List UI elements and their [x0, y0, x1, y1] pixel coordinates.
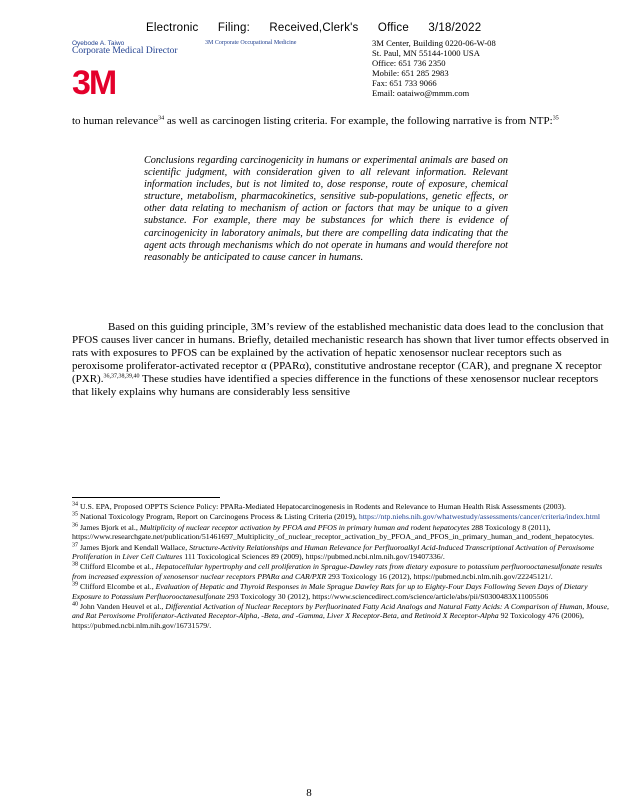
footnote-number: 34 — [72, 501, 78, 508]
address-line: 3M Center, Building 0220-06-W-08 — [372, 38, 496, 48]
body-paragraph — [72, 321, 612, 399]
filing-date: 3/18/2022 — [428, 22, 482, 34]
sender-title: Corporate Medical Director — [72, 46, 178, 56]
address-block — [372, 38, 496, 98]
filing-stamp — [146, 22, 497, 34]
phone-mobile: Mobile: 651 285 2983 — [372, 68, 449, 78]
footnote-ref: 35 — [552, 115, 559, 122]
footnote — [72, 562, 612, 581]
footnote — [72, 502, 612, 511]
footnote-citation: 293 Toxicology 16 (2012), https://pubmed.ncbi.nlm.nih.gov/22245121/. — [326, 571, 553, 581]
footnote-citation: 288 Toxicology 8 (2011), https://www.researchgate.net/publication/51461697_Multiplicity_of_nuclear_receptor_activation_by_PFOA_and_PFOS_in_primary_human_and_rodent_hepatocytes. — [72, 522, 594, 542]
logo-text: 3M — [72, 66, 116, 96]
footnote-number: 38 — [72, 561, 78, 568]
footnote-divider — [72, 497, 220, 498]
footnote-number: 35 — [72, 511, 78, 518]
filing-word-2: Filing: — [217, 22, 250, 34]
footnote-number: 39 — [72, 581, 78, 588]
footnote-number: 37 — [72, 542, 78, 549]
footnote-number: 40 — [72, 601, 78, 608]
footnote-text: Clifford Elcombe et al., — [78, 562, 156, 572]
footnote-link[interactable]: https://ntp.niehs.nih.gov/whatwestudy/assessments/cancer/criteria/index.html — [358, 512, 601, 522]
footnote — [72, 523, 612, 542]
footnote — [72, 582, 612, 601]
footnote-citation: 293 Toxicology 30 (2012), https://www.sciencedirect.com/science/article/abs/pii/S0300483X11005506 — [224, 591, 549, 601]
filing-word-4: Office — [377, 22, 409, 34]
intro-text-1: to human relevance — [72, 115, 159, 127]
footnote-text: John Vanden Heuvel et al., — [78, 602, 166, 612]
footnote-title: Structure-Activity Relationships and Human Relevance for Perfluoroalkyl Acid-Induced Transcriptional Activation of Peroxisome Proliferation in Liver Cell Cultures — [72, 542, 595, 562]
block-quote: Conclusions regarding carcinogenicity in humans or experimental animals are based on scientific judgment, with consideration given to all relevant information. Relevant information includes, but is not limited to, dose response, route of exposure, chemical structure, metabolism, pharmacokinetics, sensitive sub-populations, genetic effects, or other data relating to mechanism of action or factors that may be unique to a given substance. For example, there may be substances for which there is evidence of carcinogenicity in laboratory animals, but there are compelling data indicating that the agent acts through mechanisms which do not operate in humans and would therefore not reasonably be anticipated to cause cancer in humans. — [144, 155, 508, 263]
address-line: St. Paul, MN 55144-1000 USA — [372, 48, 480, 58]
footnote-title: Multiplicity of nuclear receptor activation by PFOA and PFOS in primary human and rodent hepatocytes — [139, 522, 470, 532]
sender-name: Oyebode A. Taiwo — [72, 40, 125, 47]
phone-office: Office: 651 736 2350 — [372, 58, 446, 68]
footnotes — [72, 502, 612, 631]
footnote-citation: 111 Toxicological Sciences 89 (2009), https://pubmed.ncbi.nlm.nih.gov/19407336/. — [182, 552, 445, 562]
intro-text-2: as well as carcinogen listing criteria. For example, the following narrative is from NTP: — [164, 115, 553, 127]
footnote-ref: 34 — [158, 115, 165, 122]
department-name: 3M Corporate Occupational Medicine — [205, 40, 297, 46]
footnote-text: National Toxicology Program, Report on Carcinogens Process & Listing Criteria (2019), — [78, 512, 359, 522]
intro-paragraph — [72, 115, 612, 128]
footnote-text: Clifford Elcombe et al., — [78, 582, 156, 592]
footnote — [72, 512, 612, 521]
page-number: 8 — [306, 787, 312, 799]
footnote-title: Differential Activation of Nuclear Receptors by Perfluorinated Fatty Acid Analogs and Natural Fatty Acids: A Comparison of Human, Mouse, and Rat Peroxisome Proliferator-Activated Receptor-Alpha, -Beta, and -Gamma, Liver X Receptor-Beta, and Retinoid X Receptor-Alpha — [72, 602, 610, 621]
fax: Fax: 651 733 9066 — [372, 78, 437, 88]
footnote-number: 36 — [72, 522, 78, 529]
email: Email: oataiwo@mmm.com — [372, 88, 470, 98]
footnote-text: U.S. EPA, Proposed OPPTS Science Policy: PPARa-Mediated Hepatocarcinogenesis in Rodents and Relevance to Human Health Risk Assessments (2003). — [78, 502, 566, 511]
footnote-title: Hepatocellular hypertrophy and cell proliferation in Sprague-Dawley rats from dietary exposure to potassium perfluorooctanesulfonate results from increased expression of xenosensor nuclear receptors PPARα and CAR/PXR — [72, 562, 603, 581]
body-text-1: Based on this guiding principle, 3M’s review of the established mechanistic data does lead to the conclusion that PFOS causes liver cancer in humans. Briefly, detailed mechanistic research has shown that liver tumor effects observed in rats with exposures to PFOS can be explained by the activation of hepatic xenosensor nuclear receptors such as peroxisome proliferator-activated receptor α (PPARα), constitutive androstane receptor (CAR), and pregnane X receptor (PXR). — [72, 321, 610, 385]
footnote-citation: 92 Toxicology 476 (2006), https://pubmed.ncbi.nlm.nih.gov/16731579/. — [72, 611, 584, 630]
footnote-title: Evaluation of Hepatic and Thyroid Responses in Male Sprague Dawley Rats for up to Eighty-Four Days Following Seven Days of Dietary Exposure to Potassium Perfluorooctanesulfonate — [72, 582, 588, 601]
footnote-text: James Bjork et al., — [78, 522, 140, 532]
filing-word-3: Received,Clerk's — [269, 22, 359, 34]
footnote-text: James Bjork and Kendall Wallace, — [78, 542, 190, 552]
footnote — [72, 602, 612, 630]
footnote — [72, 543, 612, 562]
3m-logo — [72, 66, 134, 96]
footnote-ref: 36,37,38,39,40 — [103, 373, 140, 380]
body-text-2: These studies have identified a species difference in the functions of these xenosensor nuclear receptors that likely explains why humans are considerably less sensitive — [72, 373, 599, 398]
filing-word-1: Electronic — [146, 22, 199, 34]
